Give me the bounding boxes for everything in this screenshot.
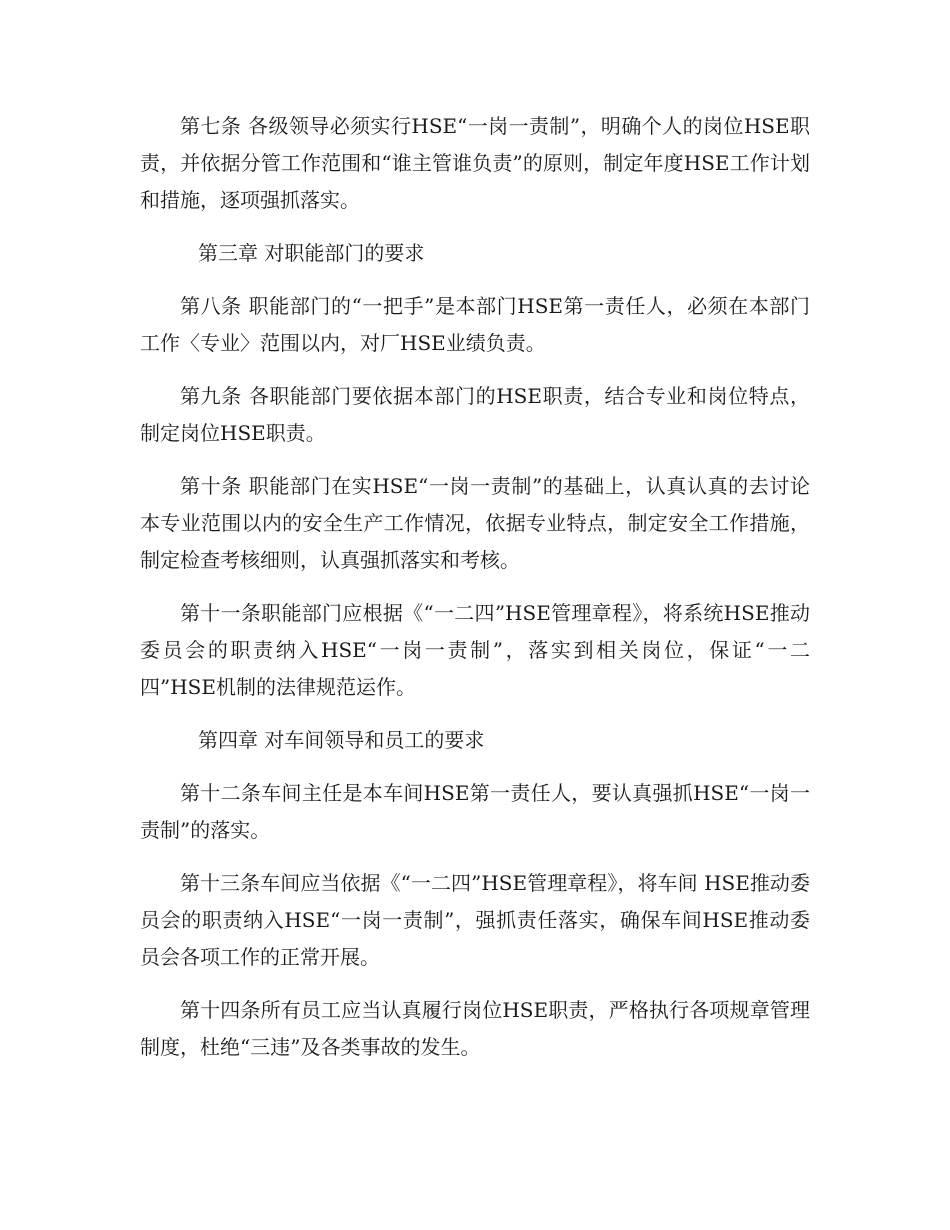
article-8: 第八条 职能部门的“一把手”是本部门HSE第一责任人，必须在本部门工作〈专业〉范围以内，对厂HSE业绩负责。 [140, 294, 810, 355]
chapter-4-heading: 第四章 对车间领导和员工的要求 [198, 728, 485, 752]
article-9: 第九条 各职能部门要依据本部门的HSE职责，结合专业和岗位特点，制定岗位HSE职责。 [140, 384, 810, 445]
article-14: 第十四条所有员工应当认真履行岗位HSE职责，严格执行各项规章管理制度，杜绝“三违”及各类事故的发生。 [140, 998, 810, 1059]
article-11: 第十一条职能部门应根据《“一二四”HSE管理章程》，将系统HSE推动委员会的职责纳入HSE“一岗一责制”，落实到相关岗位，保证“一二四”HSE机制的法律规范运作。 [140, 601, 810, 699]
document-body [140, 108, 810, 1082]
article-7: 第七条 各级领导必须实行HSE“一岗一责制”，明确个人的岗位HSE职责，并依据分管工作范围和“谁主管谁负责”的原则，制定年度HSE工作计划和措施，逐项强抓落实。 [140, 114, 810, 212]
chapter-3-heading: 第三章 对职能部门的要求 [198, 241, 425, 265]
article-13: 第十三条车间应当依据《“一二四”HSE管理章程》，将车间 HSE推动委员会的职责纳入HSE“一岗一责制”，强抓责任落实，确保车间HSE推动委员会各项工作的正常开展。 [140, 871, 810, 969]
article-10: 第十条 职能部门在实HSE“一岗一责制”的基础上，认真认真的去讨论本专业范围以内的安全生产工作情况，依据专业特点，制定安全工作措施，制定检查考核细则，认真强抓落实和考核。 [140, 474, 810, 572]
article-12: 第十二条车间主任是本车间HSE第一责任人，要认真强抓HSE“一岗一责制”的落实。 [140, 781, 810, 842]
